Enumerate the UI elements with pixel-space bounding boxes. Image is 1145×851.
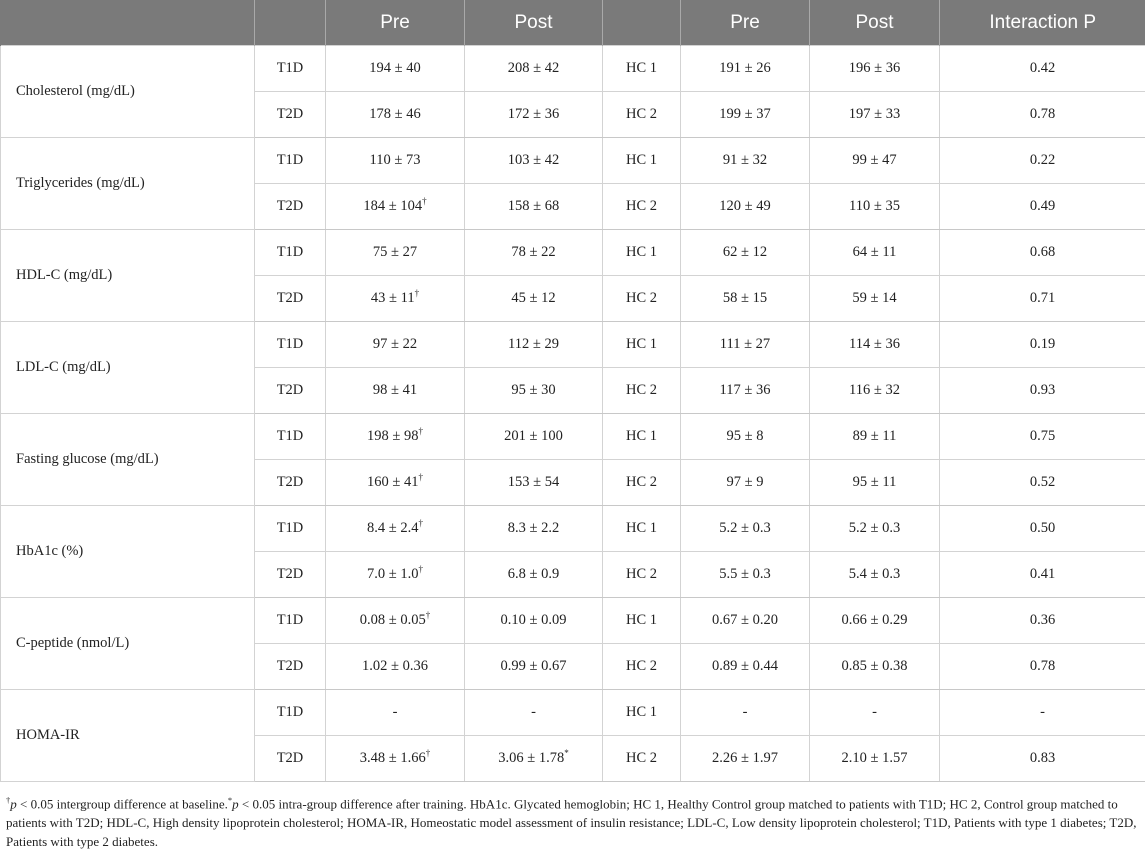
p-symbol: p [232, 796, 239, 811]
control-group-label [603, 368, 681, 414]
control-post-value [810, 736, 940, 782]
group-label [255, 138, 326, 184]
pre-value-text: 0.08 ± 0.05 [360, 612, 426, 628]
pre-value [326, 414, 465, 460]
group-label [255, 690, 326, 736]
control-group-label [603, 736, 681, 782]
table-body [1, 46, 1145, 782]
interaction-p-value [940, 322, 1145, 368]
control-pre-value [681, 368, 810, 414]
control-post-value [810, 184, 940, 230]
control-pre-value [681, 46, 810, 92]
control-post-value [810, 368, 940, 414]
control-group-label [603, 138, 681, 184]
table-row [1, 46, 1145, 92]
post-value [465, 368, 603, 414]
footnote-text-1: < 0.05 intergroup difference at baseline. [17, 796, 228, 811]
significance-mark: † [418, 518, 423, 528]
control-pre-value [681, 690, 810, 736]
control-post-value-text: 196 ± 36 [849, 60, 900, 76]
pre-value [326, 276, 465, 322]
control-post-value-text: 59 ± 14 [852, 290, 896, 306]
control-group-label [603, 92, 681, 138]
footnote-text-2: < 0.05 intra-group difference after training. HbA1c. Glycated hemoglobin; HC 1, Healthy Control group matched to patients with T1D; HC 2, Control group matched to patients with T2D; HDL-C, High density lipoprotein cholesterol; HOMA-IR, Homeostatic model assessment of insulin resistance; LDL-C, Low density lipoprotein cholesterol; T1D, Patients with type 1 diabetes; T2D, Patients with type 2 diabetes. [6, 796, 1136, 849]
control-post-value [810, 138, 940, 184]
pre-value [326, 552, 465, 598]
interaction-p-value-text: - [1040, 704, 1045, 720]
control-group-label-text: HC 1 [626, 152, 657, 168]
pre-value [326, 690, 465, 736]
group-label-text: T1D [277, 152, 304, 168]
pre-value [326, 598, 465, 644]
control-pre-value [681, 552, 810, 598]
header-cell-post: Post [810, 0, 940, 46]
post-value [465, 322, 603, 368]
interaction-p-value-text: 0.36 [1030, 612, 1055, 628]
group-label [255, 414, 326, 460]
post-value-text: 78 ± 22 [511, 244, 555, 260]
control-post-value-text: 197 ± 33 [849, 106, 900, 122]
control-post-value-text: 114 ± 36 [849, 336, 900, 352]
control-post-value [810, 460, 940, 506]
control-pre-value-text: 0.89 ± 0.44 [712, 658, 778, 674]
header-cell-pre: Pre [326, 0, 465, 46]
post-value [465, 230, 603, 276]
control-group-label [603, 690, 681, 736]
post-value [465, 138, 603, 184]
interaction-p-value [940, 460, 1145, 506]
control-group-label [603, 460, 681, 506]
post-value-text: 8.3 ± 2.2 [508, 520, 559, 536]
control-pre-value-text: 0.67 ± 0.20 [712, 612, 778, 628]
control-post-value [810, 92, 940, 138]
group-label-text: T1D [277, 612, 304, 628]
pre-value [326, 138, 465, 184]
post-value [465, 414, 603, 460]
control-pre-value-text: 97 ± 9 [727, 474, 764, 490]
post-value [465, 276, 603, 322]
post-value-text: 172 ± 36 [508, 106, 559, 122]
pre-value-text: 160 ± 41 [367, 474, 418, 490]
control-pre-value-text: 5.5 ± 0.3 [719, 566, 770, 582]
table-header-row [1, 0, 1145, 46]
control-group-label-text: HC 2 [626, 290, 657, 306]
interaction-p-value-text: 0.49 [1030, 198, 1055, 214]
post-value-text: 0.99 ± 0.67 [501, 658, 567, 674]
significance-mark: † [418, 564, 423, 574]
dagger-mark: † [6, 795, 10, 805]
group-label [255, 598, 326, 644]
control-pre-value-text: 62 ± 12 [723, 244, 767, 260]
control-group-label [603, 598, 681, 644]
post-value-text: 45 ± 12 [511, 290, 555, 306]
interaction-p-value [940, 690, 1145, 736]
control-pre-value [681, 92, 810, 138]
control-group-label [603, 552, 681, 598]
control-pre-value-text: 95 ± 8 [727, 428, 764, 444]
post-value-text: 6.8 ± 0.9 [508, 566, 559, 582]
header-cell-interaction-p: Interaction P [940, 0, 1145, 46]
pre-value [326, 736, 465, 782]
pre-value-text: 43 ± 11 [371, 290, 415, 306]
table-row [1, 506, 1145, 552]
p-symbol: p [10, 796, 17, 811]
control-post-value [810, 414, 940, 460]
group-label-text: T2D [277, 750, 304, 766]
control-post-value [810, 230, 940, 276]
control-pre-value-text: 58 ± 15 [723, 290, 767, 306]
control-pre-value [681, 138, 810, 184]
interaction-p-value-text: 0.41 [1030, 566, 1055, 582]
control-pre-value-text: 111 ± 27 [720, 336, 770, 352]
control-group-label-text: HC 1 [626, 428, 657, 444]
group-label [255, 46, 326, 92]
post-value-text: 201 ± 100 [504, 428, 563, 444]
pre-value [326, 322, 465, 368]
group-label [255, 644, 326, 690]
significance-mark: † [418, 472, 423, 482]
group-label-text: T1D [277, 520, 304, 536]
table-row [1, 138, 1145, 184]
parameter-label: HOMA-IR [1, 690, 255, 782]
group-label-text: T2D [277, 198, 304, 214]
group-label [255, 552, 326, 598]
group-label [255, 736, 326, 782]
control-pre-value-text: - [743, 704, 748, 720]
group-label-text: T2D [277, 290, 304, 306]
interaction-p-value-text: 0.19 [1030, 336, 1055, 352]
group-label [255, 276, 326, 322]
pre-value-text: 1.02 ± 0.36 [362, 658, 428, 674]
pre-value-text: 110 ± 73 [370, 152, 421, 168]
post-value [465, 92, 603, 138]
post-value-text: 158 ± 68 [508, 198, 559, 214]
control-post-value [810, 506, 940, 552]
table-row [1, 414, 1145, 460]
pre-value-text: 75 ± 27 [373, 244, 417, 260]
control-post-value [810, 598, 940, 644]
pre-value [326, 506, 465, 552]
group-label-text: T2D [277, 106, 304, 122]
control-post-value-text: - [872, 704, 877, 720]
control-group-label [603, 184, 681, 230]
control-group-label [603, 46, 681, 92]
control-group-label [603, 276, 681, 322]
group-label [255, 92, 326, 138]
control-post-value [810, 690, 940, 736]
table-row [1, 690, 1145, 736]
interaction-p-value [940, 46, 1145, 92]
interaction-p-value-text: 0.75 [1030, 428, 1055, 444]
control-group-label [603, 414, 681, 460]
interaction-p-value [940, 506, 1145, 552]
pre-value-text: 198 ± 98 [367, 428, 418, 444]
control-post-value-text: 5.2 ± 0.3 [849, 520, 900, 536]
control-group-label-text: HC 1 [626, 336, 657, 352]
control-group-label-text: HC 1 [626, 60, 657, 76]
interaction-p-value-text: 0.83 [1030, 750, 1055, 766]
control-group-label-text: HC 2 [626, 658, 657, 674]
control-post-value-text: 0.85 ± 0.38 [842, 658, 908, 674]
pre-value-text: 8.4 ± 2.4 [367, 520, 418, 536]
interaction-p-value-text: 0.93 [1030, 382, 1055, 398]
pre-value [326, 644, 465, 690]
interaction-p-value [940, 276, 1145, 322]
control-post-value-text: 5.4 ± 0.3 [849, 566, 900, 582]
pre-value [326, 46, 465, 92]
interaction-p-value [940, 92, 1145, 138]
interaction-p-value-text: 0.50 [1030, 520, 1055, 536]
control-pre-value-text: 91 ± 32 [723, 152, 767, 168]
control-group-label-text: HC 1 [626, 704, 657, 720]
interaction-p-value-text: 0.78 [1030, 658, 1055, 674]
control-post-value [810, 276, 940, 322]
post-value-text: 3.06 ± 1.78 [498, 750, 564, 766]
control-post-value-text: 110 ± 35 [849, 198, 900, 214]
post-value-text: 103 ± 42 [508, 152, 559, 168]
pre-value [326, 460, 465, 506]
control-pre-value [681, 644, 810, 690]
interaction-p-value-text: 0.71 [1030, 290, 1055, 306]
pre-value-text: 7.0 ± 1.0 [367, 566, 418, 582]
control-pre-value [681, 184, 810, 230]
table-row [1, 230, 1145, 276]
interaction-p-value-text: 0.22 [1030, 152, 1055, 168]
post-value-text: 95 ± 30 [511, 382, 555, 398]
control-pre-value [681, 598, 810, 644]
control-post-value-text: 0.66 ± 0.29 [842, 612, 908, 628]
post-value [465, 46, 603, 92]
control-post-value-text: 64 ± 11 [853, 244, 897, 260]
significance-mark: † [426, 748, 431, 758]
post-value [465, 184, 603, 230]
group-label-text: T1D [277, 336, 304, 352]
post-value [465, 506, 603, 552]
control-post-value-text: 99 ± 47 [852, 152, 896, 168]
pre-value-text: 178 ± 46 [369, 106, 420, 122]
table-row [1, 322, 1145, 368]
pre-value-text: 194 ± 40 [369, 60, 420, 76]
interaction-p-value-text: 0.52 [1030, 474, 1055, 490]
control-pre-value [681, 460, 810, 506]
group-label-text: T2D [277, 474, 304, 490]
control-group-label [603, 230, 681, 276]
pre-value-text: 184 ± 104 [363, 198, 422, 214]
control-group-label [603, 322, 681, 368]
control-pre-value-text: 199 ± 37 [719, 106, 770, 122]
post-value-text: 0.10 ± 0.09 [501, 612, 567, 628]
control-group-label-text: HC 1 [626, 244, 657, 260]
group-label-text: T1D [277, 428, 304, 444]
interaction-p-value [940, 414, 1145, 460]
group-label [255, 322, 326, 368]
interaction-p-value [940, 368, 1145, 414]
control-pre-value [681, 276, 810, 322]
table-footnote [6, 791, 1139, 851]
group-label [255, 230, 326, 276]
control-pre-value-text: 2.26 ± 1.97 [712, 750, 778, 766]
header-cell-post: Post [465, 0, 603, 46]
post-value [465, 552, 603, 598]
star-mark: * [228, 795, 232, 805]
control-post-value-text: 2.10 ± 1.57 [842, 750, 908, 766]
control-pre-value [681, 414, 810, 460]
parameter-label: LDL-C (mg/dL) [1, 322, 255, 414]
control-pre-value [681, 506, 810, 552]
control-group-label-text: HC 2 [626, 382, 657, 398]
post-value [465, 644, 603, 690]
control-group-label-text: HC 2 [626, 106, 657, 122]
post-value-text: 112 ± 29 [508, 336, 559, 352]
significance-mark: † [415, 288, 420, 298]
interaction-p-value-text: 0.78 [1030, 106, 1055, 122]
interaction-p-value [940, 552, 1145, 598]
group-label [255, 184, 326, 230]
pre-value-text: 97 ± 22 [373, 336, 417, 352]
significance-mark: † [422, 196, 427, 206]
pre-value [326, 92, 465, 138]
interaction-p-value [940, 230, 1145, 276]
control-post-value-text: 95 ± 11 [853, 474, 897, 490]
interaction-p-value [940, 138, 1145, 184]
parameter-label: HbA1c (%) [1, 506, 255, 598]
group-label-text: T2D [277, 658, 304, 674]
control-post-value-text: 89 ± 11 [853, 428, 897, 444]
pre-value-text: - [393, 704, 398, 720]
interaction-p-value [940, 598, 1145, 644]
interaction-p-value [940, 644, 1145, 690]
control-post-value [810, 46, 940, 92]
group-label-text: T1D [277, 244, 304, 260]
control-pre-value-text: 117 ± 36 [720, 382, 771, 398]
control-pre-value [681, 736, 810, 782]
parameter-label: Cholesterol (mg/dL) [1, 46, 255, 138]
group-label [255, 506, 326, 552]
control-pre-value [681, 230, 810, 276]
interaction-p-value-text: 0.42 [1030, 60, 1055, 76]
parameter-label: HDL-C (mg/dL) [1, 230, 255, 322]
post-value-text: - [531, 704, 536, 720]
post-value-text: 153 ± 54 [508, 474, 559, 490]
pre-value-text: 98 ± 41 [373, 382, 417, 398]
significance-mark: * [564, 748, 569, 758]
header-cell [255, 0, 326, 46]
post-value-text: 208 ± 42 [508, 60, 559, 76]
control-post-value [810, 322, 940, 368]
group-label-text: T2D [277, 566, 304, 582]
control-pre-value-text: 191 ± 26 [719, 60, 770, 76]
post-value [465, 690, 603, 736]
parameter-label: Triglycerides (mg/dL) [1, 138, 255, 230]
control-post-value [810, 644, 940, 690]
control-group-label-text: HC 2 [626, 566, 657, 582]
parameter-label: Fasting glucose (mg/dL) [1, 414, 255, 506]
significance-mark: † [426, 610, 431, 620]
control-group-label-text: HC 2 [626, 198, 657, 214]
control-post-value [810, 552, 940, 598]
pre-value [326, 368, 465, 414]
post-value [465, 460, 603, 506]
group-label-text: T1D [277, 704, 304, 720]
post-value [465, 598, 603, 644]
pre-value-text: 3.48 ± 1.66 [360, 750, 426, 766]
interaction-p-value [940, 184, 1145, 230]
pre-value [326, 184, 465, 230]
post-value [465, 736, 603, 782]
interaction-p-value [940, 736, 1145, 782]
group-label-text: T2D [277, 382, 304, 398]
pre-value [326, 230, 465, 276]
control-group-label-text: HC 2 [626, 474, 657, 490]
control-pre-value-text: 5.2 ± 0.3 [719, 520, 770, 536]
control-group-label-text: HC 1 [626, 612, 657, 628]
parameter-label: C-peptide (nmol/L) [1, 598, 255, 690]
control-pre-value [681, 322, 810, 368]
control-group-label-text: HC 2 [626, 750, 657, 766]
interaction-p-value-text: 0.68 [1030, 244, 1055, 260]
table-row [1, 598, 1145, 644]
header-cell [603, 0, 681, 46]
control-pre-value-text: 120 ± 49 [719, 198, 770, 214]
significance-mark: † [418, 426, 423, 436]
group-label [255, 460, 326, 506]
control-post-value-text: 116 ± 32 [849, 382, 900, 398]
control-group-label-text: HC 1 [626, 520, 657, 536]
group-label-text: T1D [277, 60, 304, 76]
header-cell-pre: Pre [681, 0, 810, 46]
header-cell [1, 0, 255, 46]
control-group-label [603, 506, 681, 552]
control-group-label [603, 644, 681, 690]
group-label [255, 368, 326, 414]
